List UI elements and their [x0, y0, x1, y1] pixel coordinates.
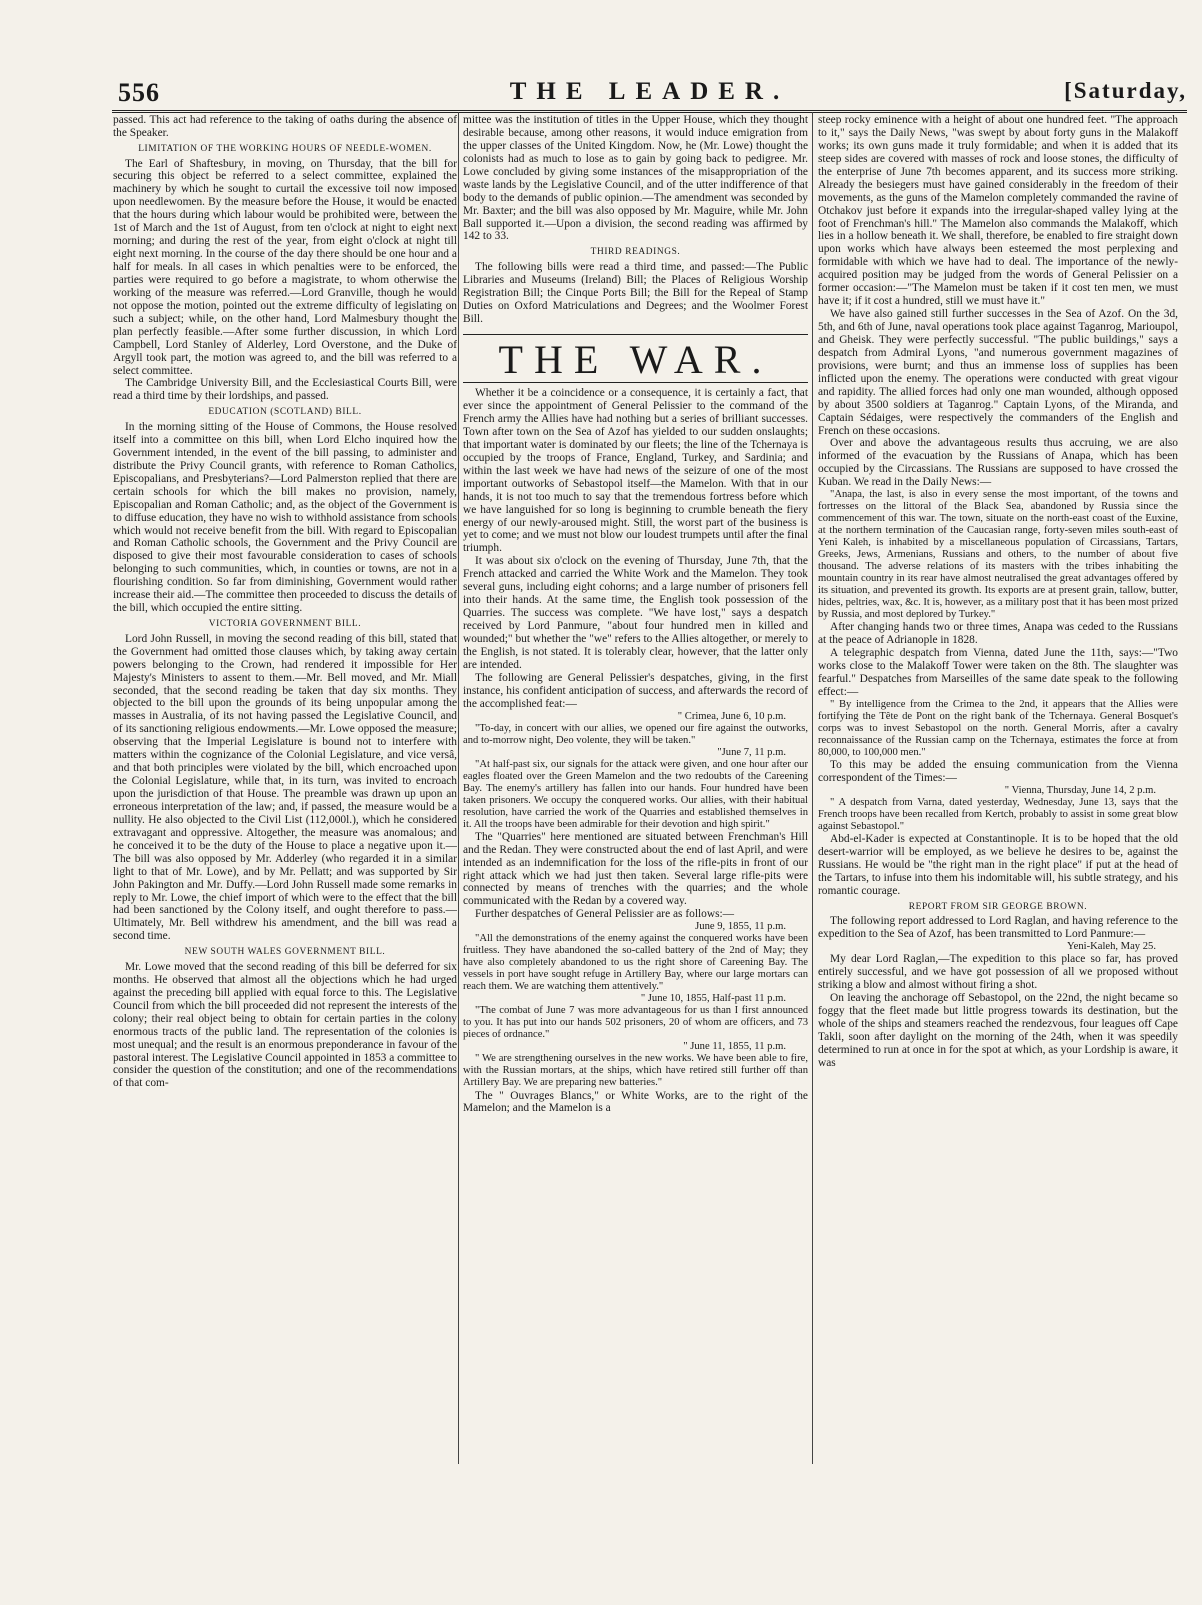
quoted-passage: " A despatch from Varna, dated yesterday, Wednesday, June 13, says that the French troops have been recalled from Kertch, probably to assist in some great blow against Sebastopol." — [818, 796, 1178, 832]
dateline: "June 7, 11 p.m. — [717, 746, 786, 758]
section-heading: LIMITATION OF THE WORKING HOURS OF NEEDLE-WOMEN. — [138, 143, 432, 154]
header-rule — [112, 110, 1187, 113]
section-heading: REPORT FROM SIR GEORGE BROWN. — [908, 901, 1088, 912]
paragraph: The following are General Pelissier's despatches, giving, in the first instance, his confident anticipation of success, and afterwards the record of the accomplished feat:— — [463, 671, 808, 710]
paragraph: Whether it be a coincidence or a consequence, it is certainly a fact, that ever since the appointment of General Pelissier to the command of the French army the Allies have had nothing but a series of brilliant successes. Town after town on the Sea of Azof has yielded to our sudden onslaughts; that important water is dominated by our fleets; the line of the Tchernaya is occupied by the troops of France, England, Turkey, and Sardinia; and within the last week we have had news of the seizure of one of the most important outworks of Sebastopol itself—the Mamelon. With that in our hands, it is not too much to say that the tremendous fortress before which we have languished for so long is beginning to crumble beneath the fiery energy of our newly-aroused might. Still, the worst part of the business is yet to come; and we must not blow our loudest trumpets until after the final triumph. — [463, 387, 808, 555]
paragraph: It was about six o'clock on the evening of Thursday, June 7th, that the French attacked and carried the White Work and the Mamelon. They took several guns, including eight cohorns; and a large number of prisoners fell into their hands. At the same time, the English took possession of the Quarries. The success was complete. "We have lost," says a despatch received by Lord Panmure, "about four hundred men in killed and wounded;" but whether the "we" refers to the Allies altogether, or merely to the English, is not stated. It is tolerably clear, however, that the latter only are intended. — [463, 555, 808, 671]
dateline: Yeni-Kaleh, May 25. — [1067, 941, 1156, 953]
paragraph: Mr. Lowe moved that the second reading of this bill be deferred for six months. He observed that almost all the objections which he had urged against the preceding bill applied with equal force to this. The Legislative Council from which the bill proceeded did not represent the interests of the colony; their real object being to obtain for certain parties in the colony enormous tracts of the public land. The representation of the colonies is most unequal; and the result is an enormous preponderance in favour of the pastoral interest. The Legislative Council appointed in 1853 a committee to consider the question of the constitution; and one of the recommendations of that com- — [113, 960, 457, 1090]
paragraph: A telegraphic despatch from Vienna, dated June the 11th, says:—"Two works close to the Malakoff Tower were taken on the 8th. The slaughter was fearful." Despatches from Marseilles of the same date speak to the following effect:— — [818, 647, 1178, 699]
paragraph: The "Quarries" here mentioned are situated between Frenchman's Hill and the Redan. They were constructed about the end of last April, and were intended as an indemnification for the loss of the rifle-pits in front of our right attack which we had just then taken. Several large rifle-pits were connected by means of trenches with the quarries; and the whole communicated with the Redan by a covered way. — [463, 830, 808, 908]
section-heading: VICTORIA GOVERNMENT BILL. — [208, 619, 362, 630]
paragraph: My dear Lord Raglan,—The expedition to this place so far, has proved entirely successful, and we have got possession of all we proposed without striking a blow and almost without firing a shot. — [818, 953, 1178, 992]
paragraph: The " Ouvrages Blancs," or White Works, are to the right of the Mamelon; and the Mamelon is a — [463, 1089, 808, 1115]
paragraph: steep rocky eminence with a height of about one hundred feet. "The approach to it," says the Daily News, "was swept by about forty guns in the Malakoff works; its own guns made it truly formidable; and when it is added that its steep sides are covered with masses of rock and loose stones, the difficulty of the enterprise of June 7th becomes apparent, and its success more striking. Already the besiegers must have gained considerably in the freedom of their movements, as the guns of the Mamelon completely commanded the ravine of Otchakov just before it expands into the irregular-shaped valley lying at the foot of Frenchman's hill." The Mamelon also commands the Malakoff, which lies in a hollow beneath it. We shall, therefore, be enabled to fire straight down upon works which have always been esteemed the most perplexing and formidable with which we have had to deal. The importance of the newly-acquired position may be judged from the words of General Pelissier on a former occasion:—"The Mamelon must be taken if it cost ten men, we must have it; if it cost a hundred, still we must have it." — [818, 114, 1178, 308]
dateline: " Crimea, June 6, 10 p.m. — [677, 710, 786, 722]
dateline: June 9, 1855, 11 p.m. — [695, 921, 786, 933]
quoted-despatch: "All the demonstrations of the enemy against the conquered works have been fruitless. They have abandoned the so-called battery of the 2nd of May; they have also completely abandoned to us the right shore of Careening Bay. The vessels in port have sought refuge in Artillery Bay, where our large mortars can reach them. We are watching them attentively." — [463, 933, 808, 993]
issue-day: [Saturday, — [1064, 78, 1187, 103]
paragraph: passed. This act had reference to the taking of oaths during the absence of the Speaker. — [113, 114, 457, 139]
page-number: 556 — [118, 78, 160, 107]
quoted-despatch: "At half-past six, our signals for the attack were given, and one hour after our eagles floated over the Green Mamelon and the two redoubts of the Careening Bay. The enemy's artillery has fallen into our hands. Four hundred have been taken prisoners. We occupy the conquered works. Our allies, with their habitual resolution, have carried the work of the Quarries and established themselves in it. All the troops have been admirable for their devotion and high spirit." — [463, 758, 808, 830]
paragraph: The following bills were read a third time, and passed:—The Public Libraries and Museums (Ireland) Bill; the Places of Religious Worship Registration Bill; the Cinque Ports Bill; the Bill for the Repeal of Stamp Duties on Oxford Matriculations and Degrees; and the Woolmer Forest Bill. — [463, 261, 808, 325]
quoted-despatch: "The combat of June 7 was more advantageous for us than I first announced to you. It has put into our hands 502 prisoners, 20 of whom are officers, and 73 pieces of ordnance." — [463, 1005, 808, 1041]
section-heading: NEW SOUTH WALES GOVERNMENT BILL. — [184, 947, 386, 958]
paragraph: To this may be added the ensuing communication from the Vienna correspondent of the Times:— — [818, 759, 1178, 784]
paragraph: In the morning sitting of the House of Commons, the House resolved itself into a committee on this bill, when Lord Elcho inquired how the Government intended, in the event of the bill passing, to administer and distribute the Privy Council grants, with reference to Roman Catholics, Episcopalians, and Presbyterians?—Lord Palmerston replied that there are certain schools for which the bill makes no provision, namely, Episcopalian and Roman Catholic; and, as the object of the Government is to diffuse education, they have no wish to withhold assistance from schools which would not receive benefit from the bill. With regard to Episcopalian and Roman Catholic schools, the Government and the Privy Council are disposed to give their most favourable consideration to cases of schools belonging to such communities, which, in counties or towns, are not in a flourishing condition. So far from diminishing, Government would rather increase their aid.—The committee then proceeded to discuss the details of the bill, which occupied the entire sitting. — [113, 421, 457, 615]
dateline: " Vienna, Thursday, June 14, 2 p.m. — [1004, 784, 1156, 796]
quoted-passage: " By intelligence from the Crimea to the 2nd, it appears that the Allies were fortifying the Tête de Pont on the right bank of the Tchernaya. General Bosquet's corps was to invest Sebastopol on the north. General Morris, after a cavalry reconnaissance of the Russian camp on the Tchernaya, estimates the force at from 80,000, to 100,000 men." — [818, 698, 1178, 759]
column-divider — [812, 112, 813, 1464]
paragraph: The Cambridge University Bill, and the Ecclesiastical Courts Bill, were read a third time by their lordships, and passed. — [113, 377, 457, 403]
dateline: " June 10, 1855, Half-past 11 p.m. — [640, 993, 786, 1005]
paragraph: mittee was the institution of titles in the Upper House, which they thought desirable because, among other reasons, it would induce emigration from the upper classes of the United Kingdom. Now, he (Mr. Lowe) thought the colonists had as much to lose as to gain by going back to pedigree. Mr. Lowe concluded by giving some instances of the misappropriation of the waste lands by the Legislative Council, and of the utter indifference of that body to the demands of public opinion.—The amendment was seconded by Mr. Baxter; and the bill was also opposed by Mr. Maguire, while Mr. John Ball supported it.—Upon a division, the second reading was affirmed by 142 to 33. — [463, 114, 808, 243]
paragraph: Abd-el-Kader is expected at Constantinople. It is to be hoped that the old desert-warrior will be employed, as we believe he desires to be, against the Russians. He would be "the right man in the right place" if put at the head of the Tartars, to infuse into them his indomitable will, his subtle strategy, and his romantic courage. — [818, 833, 1178, 897]
paragraph: We have also gained still further successes in the Sea of Azof. On the 3d, 5th, and 6th of June, naval operations took place against Taganrog, Marioupol, and Gheisk. They were perfectly successful. "The public buildings," says a despatch from Admiral Lyons, "and numerous government magazines of provisions, were burnt; and thus an immense loss of supplies has been inflicted upon the enemy. The operations were conducted with great vigour and rapidity. The allied forces had only one man wounded, although opposed by about 3500 soldiers at Taganrog." Captain Lyons, of the Miranda, and Captain Sédaiges, were respectively the commanders of the English and French on these occasions. — [818, 308, 1178, 437]
page-header — [112, 78, 1187, 108]
paragraph: Further despatches of General Pelissier are as follows:— — [475, 908, 735, 921]
quoted-passage: "Anapa, the last, is also in every sense the most important, of the towns and fortresses on the littoral of the Black Sea, abandoned by Russia since the commencement of this war. The town, situate on the north-east coast of the Euxine, at the northern termination of the Caucasian range, forty-seven miles south-east of Yeni Kaleh, is inhabited by a miscellaneous population of Circassians, Tartars, Greeks, Jews, Armenians, Russians and others, to the number of about five thousand. The adverse relations of its masters with the tribes inhabiting the mountain country in its rear have almost neutralised the great advantages offered by its situation, and prevented its growth. Its exports are at present grain, tallow, butter, hides, peltries, wax, &c. It is, however, as a military post that it has been most prized by Russia, and most deplored by Turkey." — [818, 489, 1178, 621]
column-2 — [463, 114, 808, 1459]
paragraph: The following report addressed to Lord Raglan, and having reference to the expedition to the Sea of Azof, has been transmitted to Lord Panmure:— — [818, 915, 1178, 941]
paragraph: After changing hands two or three times, Anapa was ceded to the Russians at the peace of Adrianople in 1828. — [818, 621, 1178, 647]
column-1 — [113, 114, 457, 1459]
war-section-title: THE WAR. — [463, 334, 808, 383]
quoted-despatch: " We are strengthening ourselves in the new works. We have been able to fire, with the Russian mortars, at the ships, which have retired still further off than Artillery Bay. We are preparing new batteries." — [463, 1053, 808, 1089]
column-divider — [458, 112, 459, 1464]
column-3 — [818, 114, 1178, 1459]
masthead-title: THE LEADER. — [509, 78, 790, 105]
paragraph: Over and above the advantageous results thus accruing, we are also informed of the evacuation by the Russians of Anapa, which has been occupied by the Circassians. The Russians are supposed to have crossed the Kuban. We read in the Daily News:— — [818, 437, 1178, 489]
paragraph: On leaving the anchorage off Sebastopol, on the 22nd, the night became so foggy that the fleet made but little progress towards its destination, but the whole of the ships and steamers reached the rendezvous, four leagues off Cape Takli, soon after daylight on the morning of the 24th, when it was speedily determined to run at once in for the spot at which, as your Lordship is aware, it was — [818, 992, 1178, 1069]
paragraph: Lord John Russell, in moving the second reading of this bill, stated that the Government had omitted those clauses which, by taking away certain powers belonging to the Crown, had rendered it impossible for Her Majesty's Ministers to assent to them.—Mr. Bell moved, and Mr. Miall seconded, that the second reading be taken that day six months. They objected to the bill upon the grounds of its being unpopular among the masses in Australia, of its not having passed the Legislative Council, and of its sanctioning religious endowments.—Mr. Lowe opposed the measure; observing that the Imperial Legislature is bound not to interfere with matters within the cognizance of the Colonial Legislature, and vice versâ, and that both principles were violated by the bill, which encroached upon the Colonial Legislature, while that, in its turn, was invited to encroach upon the jurisdiction of that House. The preamble was drawn up upon an erroneous interpretation of the law; and, if passed, the measure would be a nullity. He also objected to the Civil List (112,000l.), which he considered extravagant and oppressive. Altogether, the measure was anomalous; and he conceived it to be the duty of the House to place a negative upon it.—The bill was also opposed by Mr. Adderley (who regarded it in a similar light to that of Mr. Lowe), and by Mr. Pellatt; and was supported by Sir John Pakington and Mr. Duffy.—Lord John Russell made some remarks in reply to Mr. Lowe, the chief import of which were to the effect that the bill had been sanctioned by the Colony itself, and ought therefore to pass.—Ultimately, Mr. Bell withdrew his amendment, and the bill was read a second time. — [113, 632, 457, 943]
quoted-despatch: "To-day, in concert with our allies, we opened our fire against the outworks, and to-morrow night, Deo volente, they will be taken." — [463, 722, 808, 746]
section-heading: EDUCATION (SCOTLAND) BILL. — [208, 407, 362, 418]
paragraph: The Earl of Shaftesbury, in moving, on Thursday, that the bill for securing this object be referred to a select committee, explained the machinery by which he sought to curtail the excessive toil now imposed upon needlewomen. By the measure before the House, it would be enacted that the hours during which labour would be prohibited were, between the 1st of March and the 1st of August, from ten o'clock at night to eight next morning; and during the rest of the year, from eight o'clock at night till eight next morning. In the course of the day there should be one hour and a half for meals. In all cases in which penalties were to be enforced, the parties were required to go before a magistrate, to whom otherwise the working of the measure was referred.—Lord Granville, though he would not oppose the motion, pointed out the extreme difficulty of legislating on such a subject; while, on the other hand, Lord Malmesbury thought the plan perfectly feasible.—After some further discussion, in which Lord Campbell, Lord Stanley of Alderley, Lord Overstone, and the Duke of Argyll took part, the motion was agreed to, and the bill was referred to a select committee. — [113, 157, 457, 377]
section-heading: THIRD READINGS. — [590, 247, 681, 258]
dateline: " June 11, 1855, 11 p.m. — [683, 1041, 786, 1053]
